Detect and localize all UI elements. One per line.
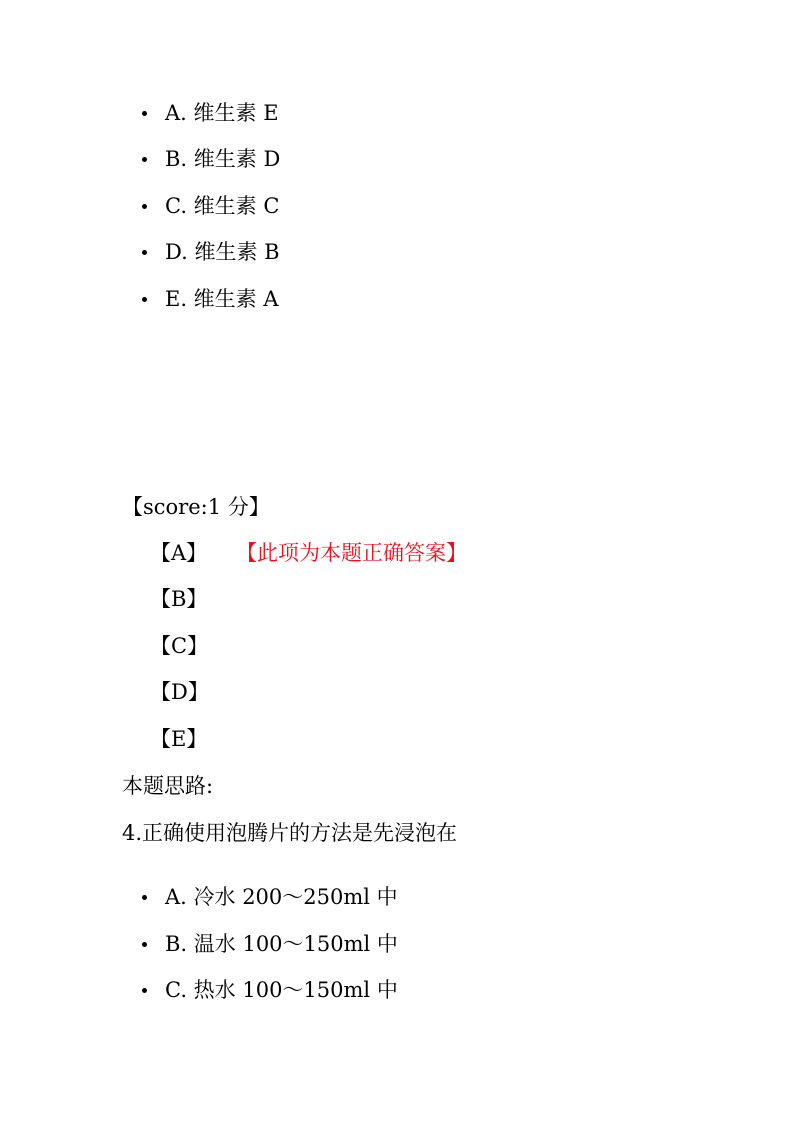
bullet-icon: [142, 988, 147, 993]
thinking-label: 本题思路:: [122, 774, 214, 798]
q4-option-item-a: [142, 882, 398, 912]
option-text: E. 维生素 A: [165, 287, 279, 311]
bullet-icon: [142, 942, 147, 947]
option-text: A. 维生素 E: [165, 101, 279, 125]
bullet-icon: [142, 250, 147, 255]
bullet-icon: [142, 297, 147, 302]
option-text: B. 温水 100～150ml 中: [165, 932, 398, 956]
option-text: D. 维生素 B: [165, 240, 280, 264]
answer-option-b: 【B】: [150, 587, 208, 611]
option-text: A. 冷水 200～250ml 中: [165, 885, 398, 909]
option-item-d: [142, 237, 280, 267]
q4-option-item-b: [142, 929, 398, 959]
correct-answer-mark: 【此项为本题正确答案】: [236, 541, 467, 565]
answer-option-e: 【E】: [150, 727, 208, 751]
option-item-c: [142, 191, 279, 221]
bullet-icon: [142, 204, 147, 209]
question-text: 4.正确使用泡腾片的方法是先浸泡在: [122, 821, 458, 845]
option-text: B. 维生素 D: [165, 147, 281, 171]
answer-option-c: 【C】: [150, 634, 209, 658]
option-item-a: [142, 98, 279, 128]
answer-option-d: 【D】: [150, 680, 209, 704]
bullet-icon: [142, 895, 147, 900]
score-label: 【score:1 分】: [122, 495, 270, 519]
option-item-b: [142, 144, 280, 174]
bullet-icon: [142, 157, 147, 162]
option-text: C. 维生素 C: [165, 194, 280, 218]
bullet-icon: [142, 111, 147, 116]
option-item-e: [142, 284, 279, 314]
answer-option-a: 【A】: [150, 541, 208, 565]
q4-option-item-c: [142, 975, 398, 1005]
option-text: C. 热水 100～150ml 中: [165, 978, 398, 1002]
